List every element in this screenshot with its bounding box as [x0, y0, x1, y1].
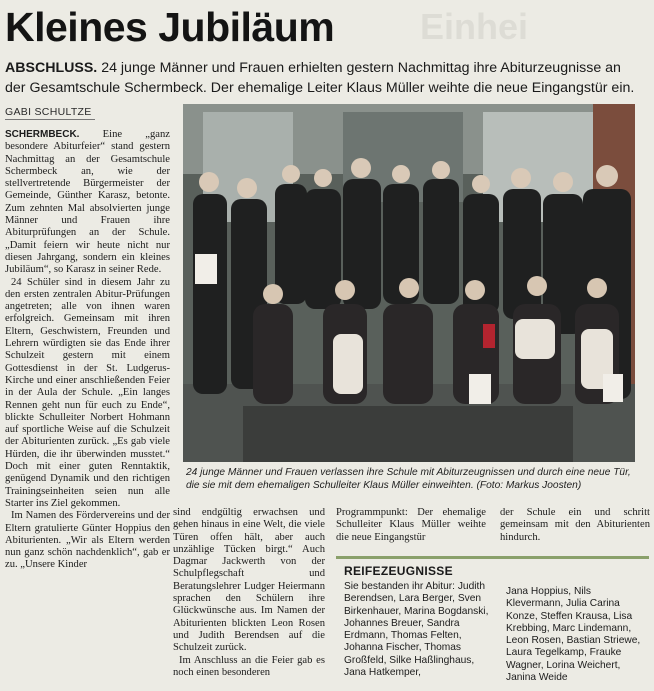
box-column-1: [344, 581, 494, 679]
photo-caption: 24 junge Männer und Frauen verlassen ihre Schule mit Abiturzeugnissen und durch eine neue Tür, die sie mit dem ehemaligen Schulleiter Klaus Müller einweihten. (Foto: Markus Joosten): [186, 467, 631, 491]
paragraph: [5, 129, 170, 277]
article-deck: [5, 58, 645, 98]
paragraph-text: Eine „ganz besondere Abiturfeier“ stand gestern Nachmittag an der Gesamtschule Schermbeck an, wie der stellvertretende Bürgermeister der Gemeinde, Günther Karasz, betonte. Zum zehnten Mal absolvierten junge Männer und Frauen ihre Abiturprüfungen an der Schule. „Damit feiern wir heute nicht nur diesen Jahrgang, sondern ein kleines Jubiläum“, so Karasz in seiner Rede.: [5, 129, 170, 276]
dateline: SCHERMBECK.: [5, 129, 80, 140]
deck-text: 24 junge Männer und Frauen erhielten gestern Nachmittag ihre Abiturzeugnisse an der Gesamtschule Schermbeck. Der ehemalige Leiter Klaus Müller weihte die neue Eingangstür ein.: [5, 60, 635, 96]
paragraph: der Schule ein und schritt gemeinsam mit den Abiturienten hindurch.: [500, 507, 650, 543]
column-2: [173, 507, 325, 679]
column-1: [5, 129, 170, 572]
article-headline: Kleines Jubiläum: [5, 4, 335, 50]
graduate-list: Jana Hoppius, Nils Klevermann, Julia Carina Konze, Steffen Krausa, Lisa Krebbing, Marc Lindemann, Leon Rosen, Bastian Striewe, Laura Tegelkamp, Frauke Wagner, Lorina Weichert, Janina Weide: [506, 586, 641, 684]
paragraph: Im Namen des Fördervereins und der Eltern gratulierte Günter Hoppius den Abiturienten. „Wir als Eltern werden nun ganz schön nachdenklich“, gab er zu. „Unsere Kinder: [5, 510, 170, 571]
paragraph: 24 Schüler sind in diesem Jahr zu den ersten zentralen Abitur-Prüfungen angetreten; alle von ihnen waren erfolgreich. Gemeinsam mit ihren Eltern, Geschwistern, Freunden und Lehrern würdigten sie das Ende ihrer Schulzeit gestern mit einem Gottesdienst in der St. Ludgerus-Kirche und einer anschließenden Feier in der Aula der Schule. „Ein langes Rennen geht nun für euch zu Ende“, blickte Schulleiter Norbert Hohmann auf sportliche Weise auf die Schulzeit der Abiturienten zurück. „Es gab viele Hürden, die ihr überwinden musstet.“ Doch mit einer guten Renntaktik, genügend Dynamik und den richtigen Trainingseinheiten seien nun alle Starter ins Ziel gekommen.: [5, 276, 170, 509]
byline: GABI SCHULTZE: [5, 106, 95, 120]
paragraph: Im Anschluss an die Feier gab es noch einen besonderen: [173, 654, 325, 678]
box-column-2: [506, 586, 648, 684]
deck-label: ABSCHLUSS.: [5, 60, 98, 76]
reifezeugnisse-box: [336, 556, 649, 691]
group-photo-illustration: [183, 104, 635, 462]
graduate-list: Sie bestanden ihr Abitur: Judith Berendsen, Lara Berger, Sven Birkenhauer, Marina Bogdanski, Johannes Breuer, Sandra Erdmann, Thomas Felten, Johanna Fischer, Thomas Großfeld, Silke Haßlinghaus, Jana Hatkemper,: [344, 581, 489, 679]
ghost-headline-bleed: Einhei: [420, 6, 529, 47]
box-title: REIFEZEUGNISSE: [344, 564, 453, 578]
group-photo: [183, 104, 635, 462]
column-3: [336, 507, 486, 544]
column-4: [500, 507, 650, 544]
paragraph: Programmpunkt: Der ehemalige Schulleiter Klaus Müller weihte die neue Eingangstür: [336, 507, 486, 543]
paragraph: sind endgültig erwachsen und gehen hinaus in eine Welt, die viele Türen offen hält, aber auch unzählige Tücken birgt.“ Auch Dagmar Jackwerth von der Schulpflegschaft und Beratungslehrer Ludger Heiermann sprachen den Schülern ihre Glückwünsche aus. Im Namen der Abiturienten blickten Leon Rosen und Judith Berendsen auf die Schulzeit zurück.: [173, 507, 325, 654]
